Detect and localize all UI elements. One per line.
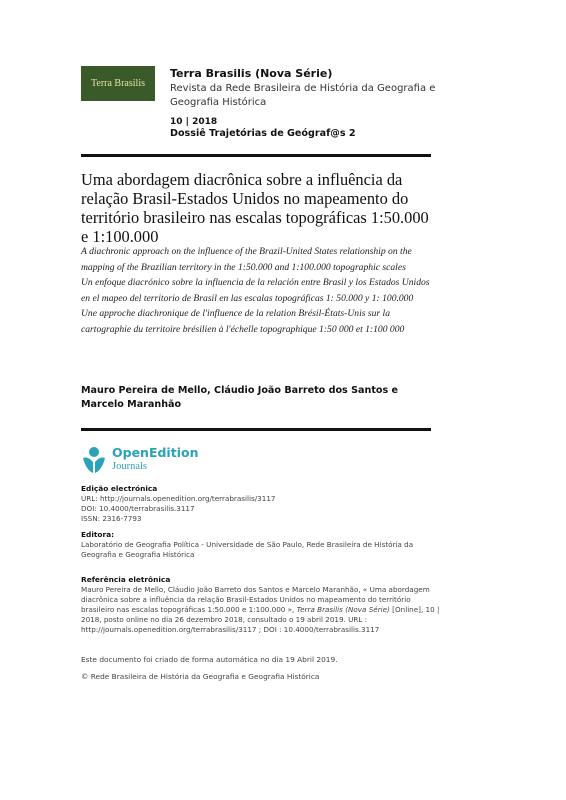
reference-section <box>81 575 441 635</box>
title-french: Une approche diachronique de l'influence de la relation Brésil-États-Unis sur la cartographie du territoire brésilien à l'échelle topographique 1:50 000 et 1:100 000 <box>81 308 405 335</box>
journal-title: Terra Brasilis (Nova Série) <box>170 67 333 80</box>
edition-heading: Edição electrónica <box>81 484 158 493</box>
edition-url[interactable]: URL: http://journals.openedition.org/terrabrasilis/3117 <box>81 494 276 503</box>
title-spanish: Un enfoque diacrónico sobre la influencia de la relación entre Brasil y los Estados Unidos en el mapeo del territorio de Brasil en las escalas topográficas 1: 50.000 y 1: 100.000 <box>81 277 430 304</box>
reference-text-before: Mauro Pereira de Mello, Cláudio João Barreto dos Santos e Marcelo Maranhão, « Uma abordagem diacrônica sobre a influência da relação Brasil-Estados Unidos no mapeamento do território brasileiro nas escalas topográficas 1:50.000 e 1:100.000 », <box>81 585 430 614</box>
reference-text-after: [Online], 10 | 2018, posto online no dia 26 dezembro 2018, consultado o 19 abril 2019. URL : http://journals.openedition.org/terrabrasilis/3117 ; DOI : 10.4000/terrabrasilis.3117 <box>81 605 440 634</box>
journal-logo <box>81 66 155 101</box>
journal-header <box>170 66 440 110</box>
publisher-text: Laboratório de Geografia Política - Universidade de São Paulo, Rede Brasileira de História da Geografia e Geografia Histórica <box>81 540 414 559</box>
journal-subtitle: Revista da Rede Brasileira de História da Geografia e Geografia Histórica <box>170 83 436 108</box>
edition-issn: ISSN: 2316-7793 <box>81 514 142 523</box>
alternate-titles <box>81 244 433 337</box>
openedition-journals: Journals <box>112 461 147 472</box>
reference-journal: Terra Brasilis (Nova Série) <box>296 605 390 614</box>
edition-section <box>81 484 441 524</box>
issue-number: 10 | 2018 <box>170 117 218 127</box>
reference-heading: Referência eletrônica <box>81 575 171 584</box>
generated-note: Este documento foi criado de forma automática no dia 19 Abril 2019. <box>81 655 338 664</box>
middle-divider <box>81 428 431 431</box>
publisher-heading: Editora: <box>81 530 115 539</box>
journal-logo-text: Terra Brasilis <box>90 78 145 89</box>
title-english: A diachronic approach on the influence of the Brazil-United States relationship on the mapping of the Brazilian territory in the 1:50.000 and 1:100.000 topographic scales <box>81 246 412 273</box>
edition-doi[interactable]: DOI: 10.4000/terrabrasilis.3117 <box>81 504 195 513</box>
reference-text <box>81 585 441 635</box>
copyright-note: © Rede Brasileira de História da Geografia e Geografia Histórica <box>81 672 320 681</box>
top-divider <box>81 154 431 157</box>
issue-info <box>170 116 430 140</box>
article-authors: Mauro Pereira de Mello, Cláudio João Barreto dos Santos e Marcelo Maranhão <box>81 385 399 410</box>
article-title: Uma abordagem diacrônica sobre a influência da relação Brasil-Estados Unidos no mapeamento do território brasileiro nas escalas topográficas 1:50.000 e 1:100.000 <box>81 170 429 246</box>
openedition-flower-icon <box>81 446 107 474</box>
openedition-name[interactable]: OpenEdition <box>112 445 199 460</box>
dossier-title: Dossiê Trajetórias de Geógraf@s 2 <box>170 128 356 139</box>
publisher-section <box>81 530 441 560</box>
